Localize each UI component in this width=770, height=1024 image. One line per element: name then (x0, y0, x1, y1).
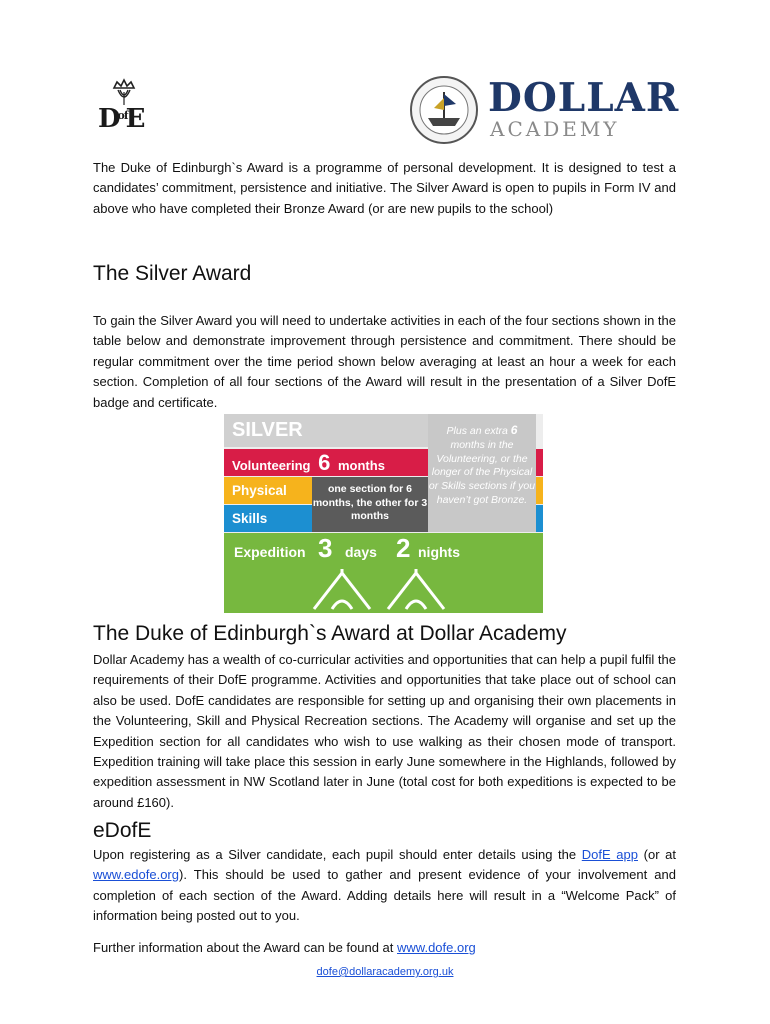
tent-icon (384, 569, 448, 611)
dofe-wordmark: $D^{of}E$ (98, 104, 145, 134)
dofe-website-link[interactable]: www.dofe.org (397, 940, 476, 955)
dollar-academy-logo (408, 74, 678, 146)
award-note: Plus an extra 6 months in the Volunteering, or the longer of the Physical or Skills sections if you haven’t got Bronze. (428, 414, 536, 532)
dollar-academy-paragraph: Dollar Academy has a wealth of co-curricular activities and opportunities that can help a pupil fulfil the requirements of their DofE programme. Activities and opportunities that take place out of school can also be used. DofE candidates are responsible for setting up and organising their own placements in the Volunteering, Skill and Physical Recreation sections. The Academy will organise and set up the Expedition section for all candidates who wish to use walking as their chosen mode of transport. Expedition training will take place this session in early June somewhere in the Highlands, followed by expedition assessment in NW Scotland later in June (total cost for both expeditions is expected to be around £160). (93, 652, 676, 810)
school-subtitle: ACADEMY (490, 117, 620, 141)
footer-email (0, 966, 770, 978)
intro-paragraph: The Duke of Edinburgh`s Award is a programme of personal development. It is designed to test a candidates’ commitment, persistence and initiative. The Silver Award is open to pupils in Form IV and above who have completed their Bronze Award (or are new pupils to the school) (93, 160, 676, 216)
silver-award-graphic (224, 414, 543, 613)
physical-strip (536, 477, 543, 504)
skills-strip (536, 505, 543, 532)
edofe-website-link[interactable]: www.edofe.org (93, 867, 179, 883)
silver-award-heading: The Silver Award (93, 262, 252, 285)
volunteering-strip (536, 449, 543, 476)
further-info-paragraph: Further information about the Award can be found at www.dofe.org (93, 940, 476, 955)
skills-row: Skills (224, 505, 312, 532)
dofe-app-link[interactable]: DofE app (581, 847, 638, 862)
dofe-logo (98, 78, 150, 136)
award-title: SILVER (224, 414, 428, 447)
edofe-paragraph: Upon registering as a Silver candidate, each pupil should enter details using the DofE app (or at www.edofe.org). This should be used to gather and present evidence of your involvement and completion of each section of the Award. Adding details here will result in a “Welcome Pack” of information being posted out to you. (93, 847, 676, 924)
expedition-row: Expedition 3 days 2 nights (224, 533, 543, 613)
one-section-note: one section for 6 months, the other for 3 months (312, 477, 428, 532)
email-link[interactable]: dofe@dollaracademy.org.uk (316, 966, 454, 978)
dollar-academy-heading: The Duke of Edinburgh`s Award at Dollar Academy (93, 622, 567, 645)
school-crest-icon (408, 74, 480, 146)
silver-award-paragraph: To gain the Silver Award you will need to undertake activities in each of the four sections shown in the table below and demonstrate improvement through persistence and commitment. There should be regular commitment over the time period shown below averaging at least an hour a week for each section. Completion of all four sections of the Award will result in the presentation of a Silver DofE badge and certificate. (93, 313, 676, 410)
volunteering-row: Volunteering 6 months (224, 449, 428, 476)
edofe-heading: eDofE (93, 819, 152, 842)
physical-row: Physical (224, 477, 312, 504)
crown-icon (108, 78, 140, 106)
tent-icon (310, 569, 374, 611)
school-name: DOLLAR (488, 75, 680, 121)
